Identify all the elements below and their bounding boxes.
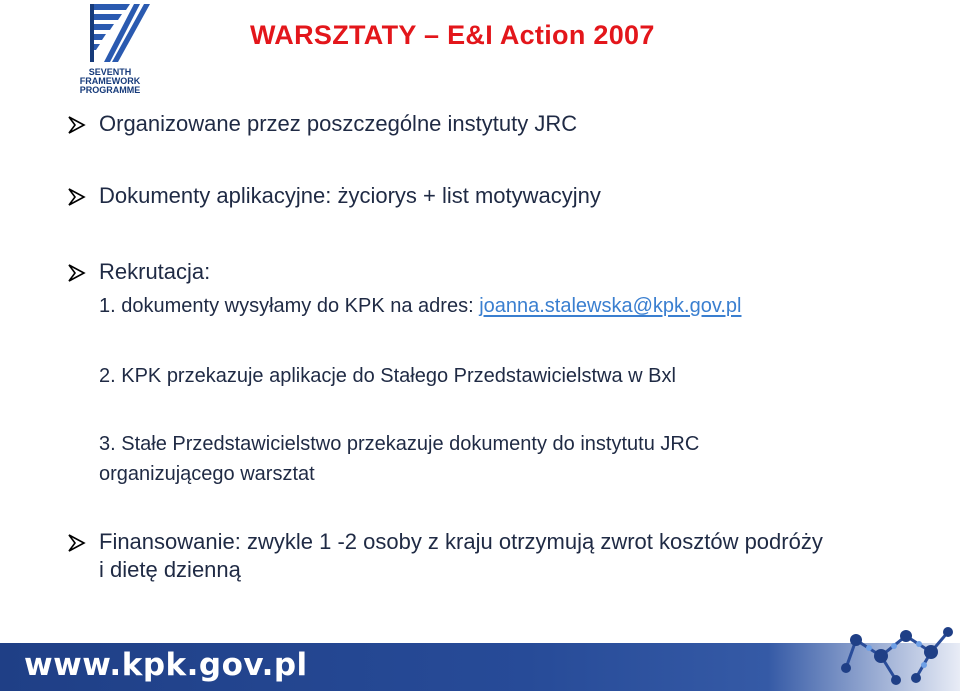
bullet-documents: Dokumenty aplikacyjne: życiorys + list motywacyjny bbox=[99, 183, 601, 208]
step-1-text: 1. dokumenty wysyłamy do KPK na adres: bbox=[99, 295, 480, 317]
logo-caption: SEVENTH FRAMEWORK PROGRAMME bbox=[79, 67, 141, 95]
arrow-bullet-icon bbox=[66, 532, 88, 554]
page-title: WARSZTATY – E&I Action 2007 bbox=[250, 20, 655, 50]
arrow-bullet-icon bbox=[66, 262, 88, 284]
email-link[interactable]: joanna.stalewska@kpk.gov.pl bbox=[479, 295, 742, 317]
arrow-bullet-icon bbox=[66, 186, 88, 208]
bullet-funding: Finansowanie: zwykle 1 -2 osoby z kraju otrzymują zwrot kosztów podróży bbox=[99, 529, 823, 554]
recruitment-step-2: 2. KPK przekazuje aplikacje do Stałego Przedstawicielstwa w Bxl bbox=[99, 365, 676, 387]
recruitment-step-3-line1: 3. Stałe Przedstawicielstwo przekazuje dokumenty do instytutu JRC bbox=[99, 433, 700, 455]
bullet-organized: Organizowane przez poszczególne instytuty JRC bbox=[99, 111, 578, 136]
recruitment-step-3-line2: organizującego warsztat bbox=[99, 463, 315, 485]
bullet-recruitment: Rekrutacja: bbox=[99, 259, 211, 284]
footer-url[interactable]: www.kpk.gov.pl bbox=[24, 647, 308, 683]
bullet-funding-line2: i dietę dzienną bbox=[99, 557, 241, 582]
recruitment-step-1 bbox=[99, 292, 741, 320]
molecule-icon bbox=[836, 618, 956, 691]
arrow-bullet-icon bbox=[66, 114, 88, 136]
